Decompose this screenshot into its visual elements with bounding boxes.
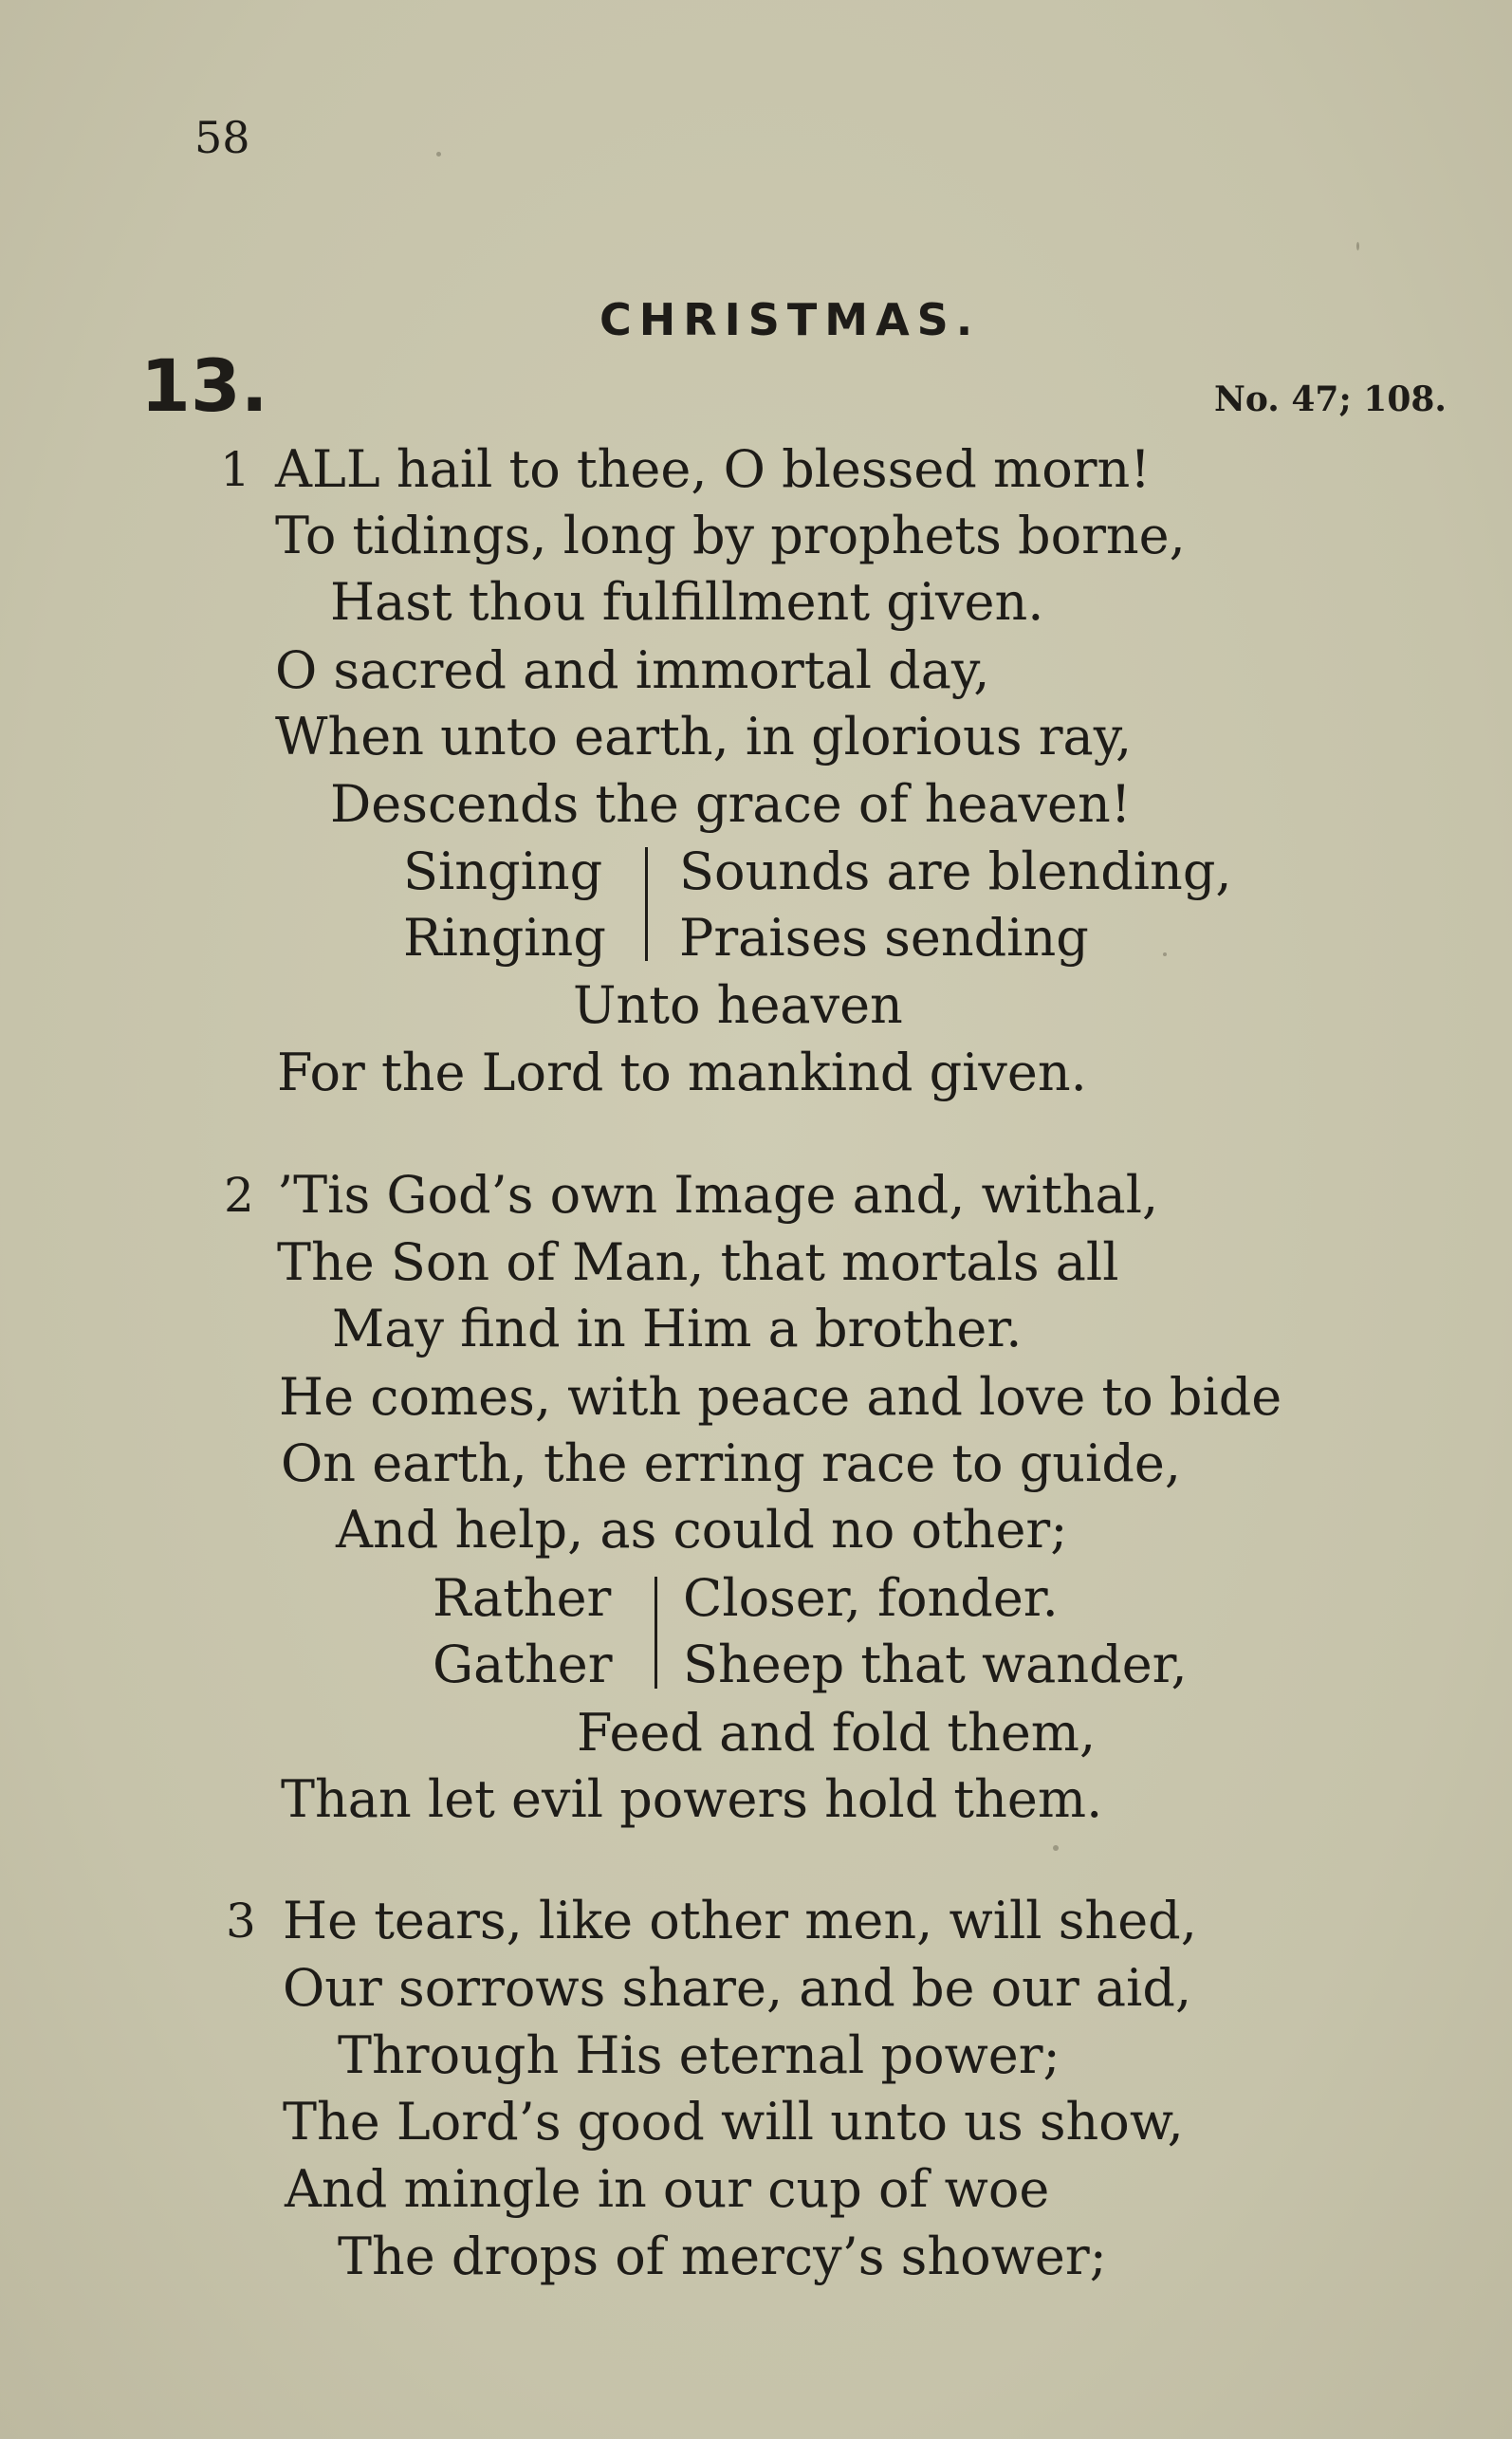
verse-line: And mingle in our cup of woe (285, 2159, 1050, 2219)
verse-line: Through His eternal power; (338, 2025, 1060, 2085)
verse-line: Descends the grace of heaven! (330, 774, 1132, 834)
refrain-center: Feed and fold them, (577, 1703, 1097, 1763)
refrain-right: Praises sending (679, 908, 1089, 968)
refrain-brace (645, 847, 648, 961)
paper-speck (1053, 1845, 1059, 1851)
verse-number: 1 (220, 442, 250, 497)
refrain-left: Rather (433, 1568, 612, 1628)
refrain-left: Gather (433, 1635, 613, 1694)
verse-closing: For the Lord to mankind given. (277, 1043, 1087, 1102)
verse-line: To tidings, long by prophets borne, (275, 506, 1186, 565)
refrain-center: Unto heaven (573, 975, 903, 1035)
verse-line: He comes, with peace and love to bide (279, 1367, 1282, 1427)
refrain-brace (655, 1577, 657, 1689)
paper-speck (436, 152, 441, 157)
verse-line: The drops of mercy’s shower; (338, 2227, 1107, 2286)
verse-line: The Lord’s good will unto us show, (283, 2092, 1184, 2152)
verse-line: Our sorrows share, and be our aid, (283, 1958, 1192, 2018)
verse-line: He tears, like other men, will shed, (283, 1891, 1197, 1950)
verse-closing: Than let evil powers hold them. (281, 1769, 1103, 1829)
verse-line: ALL hail to thee, O blessed morn! (275, 439, 1152, 499)
page-number: 58 (194, 112, 250, 163)
refrain-right: Sounds are blending, (679, 841, 1232, 901)
refrain-right: Sheep that wander, (683, 1635, 1188, 1694)
verse-line: On earth, the erring race to guide, (281, 1433, 1182, 1493)
refrain-left: Singing (403, 841, 603, 901)
refrain-left: Ringing (403, 908, 606, 968)
hymn-number: 13. (140, 343, 268, 428)
paper-speck (1163, 952, 1167, 956)
paper-speck (1356, 242, 1359, 250)
refrain-right: Closer, fonder. (683, 1568, 1059, 1628)
verse-line: The Son of Man, that mortals all (277, 1232, 1119, 1292)
verse-line: Hast thou fulfillment given. (330, 572, 1044, 632)
verse-line: When unto earth, in glorious ray, (275, 707, 1133, 767)
verse-line: O sacred and immortal day, (275, 640, 990, 700)
section-title: CHRISTMAS. (599, 294, 981, 345)
verse-line: And help, as could no other; (336, 1500, 1068, 1560)
tune-reference: No. 47; 108. (1214, 379, 1447, 419)
verse-line: May find in Him a brother. (332, 1299, 1023, 1358)
verse-number: 3 (226, 1894, 256, 1949)
verse-line: ’Tis God’s own Image and, withal, (277, 1165, 1159, 1225)
verse-number: 2 (224, 1168, 254, 1223)
